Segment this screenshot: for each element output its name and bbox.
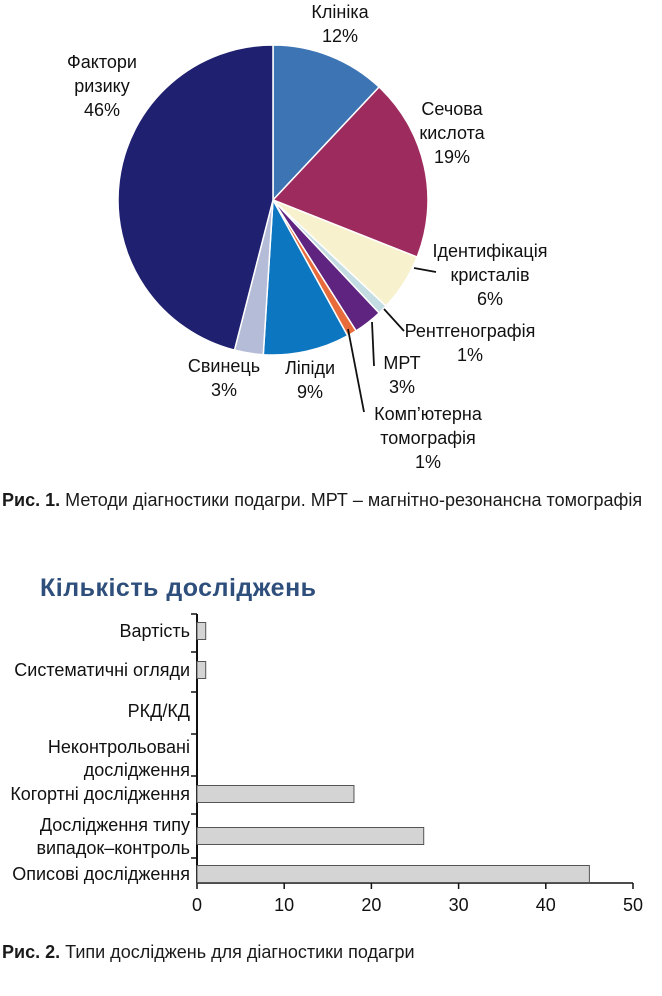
bar-chart-title: Кількість досліджень bbox=[40, 574, 317, 602]
x-tick-label: 50 bbox=[622, 895, 644, 915]
leader-line-рентгенографія bbox=[384, 309, 404, 331]
pie-value-label: 19% bbox=[433, 147, 471, 167]
category-label-описові-дослідження: Описові дослідження bbox=[12, 864, 190, 884]
x-tick-label: 20 bbox=[361, 895, 382, 915]
pie-value-label: 1% bbox=[456, 345, 484, 365]
x-tick-label: 40 bbox=[535, 895, 556, 915]
pie-value-label: 3% bbox=[388, 377, 416, 397]
leader-line-мрт bbox=[372, 322, 374, 366]
figure-2-caption-text: Типи досліджень для діагностики подагри bbox=[65, 942, 415, 962]
leader-line-ідентифікація-кристалів bbox=[414, 268, 436, 272]
figure-2-caption bbox=[2, 940, 658, 965]
figure-2-caption-prefix: Рис. 2. bbox=[2, 942, 61, 962]
bar-систематичні-огляди bbox=[197, 662, 206, 679]
x-tick-label: 30 bbox=[448, 895, 469, 915]
pie-label-фактори-ризику: Фактори ризику 46% bbox=[67, 52, 137, 120]
pie-label-клініка: Клініка 12% bbox=[311, 2, 369, 46]
pie-label-комп-ютерна-томографія: Комп’ютерна томографія 1% bbox=[374, 404, 482, 472]
bar-вартість bbox=[197, 623, 206, 640]
pie-value-label: 3% bbox=[210, 380, 238, 400]
figure-1-caption-prefix: Рис. 1. bbox=[2, 490, 61, 510]
pie-chart bbox=[0, 0, 662, 480]
pie-label-рентгенографія: Рентгенографія 1% bbox=[404, 321, 536, 365]
category-label-неконтрольовані-дослідження: Неконтрольовані дослідження bbox=[47, 737, 190, 780]
category-label-дослідження-типу-випадок-контроль: Дослідження типу випадок–контроль bbox=[36, 815, 190, 858]
bar-когортні-дослідження bbox=[197, 786, 354, 803]
category-label-ркд-кд: РКД/КД bbox=[127, 701, 190, 721]
x-tick-label: 0 bbox=[191, 895, 203, 915]
pie-value-label: 12% bbox=[321, 26, 359, 46]
x-tick-label: 10 bbox=[274, 895, 295, 915]
category-label-систематичні-огляди: Систематичні огляди bbox=[14, 660, 190, 680]
category-label-вартість: Вартість bbox=[119, 621, 190, 641]
bar-дослідження-типу-випадок-контроль bbox=[197, 828, 424, 845]
pie-value-label: 9% bbox=[296, 382, 324, 402]
pie-label-сечова-кислота: Сечова кислота 19% bbox=[419, 99, 485, 167]
pie-label-ліпіди: Ліпіди 9% bbox=[284, 358, 336, 402]
pie-value-label: 46% bbox=[83, 100, 121, 120]
pie-label-ідентифікація-кристалів: Ідентифікація кристалів 6% bbox=[432, 241, 548, 309]
bar-описові-дослідження bbox=[197, 866, 589, 883]
category-label-когортні-дослідження: Когортні дослідження bbox=[10, 784, 190, 804]
figure-1-caption-text: Методи діагностики подагри. МРТ – магнітно-резонансна томографія bbox=[65, 490, 643, 510]
pie-label-мрт: МРТ 3% bbox=[383, 353, 421, 397]
pie-value-label: 1% bbox=[414, 452, 442, 472]
leader-line-комп-ютерна-томографія bbox=[348, 329, 364, 412]
figure-1-caption bbox=[2, 488, 658, 513]
pie-label-свинець: Свинець 3% bbox=[187, 356, 261, 400]
bar-chart bbox=[0, 606, 662, 936]
pie-value-label: 6% bbox=[476, 289, 504, 309]
